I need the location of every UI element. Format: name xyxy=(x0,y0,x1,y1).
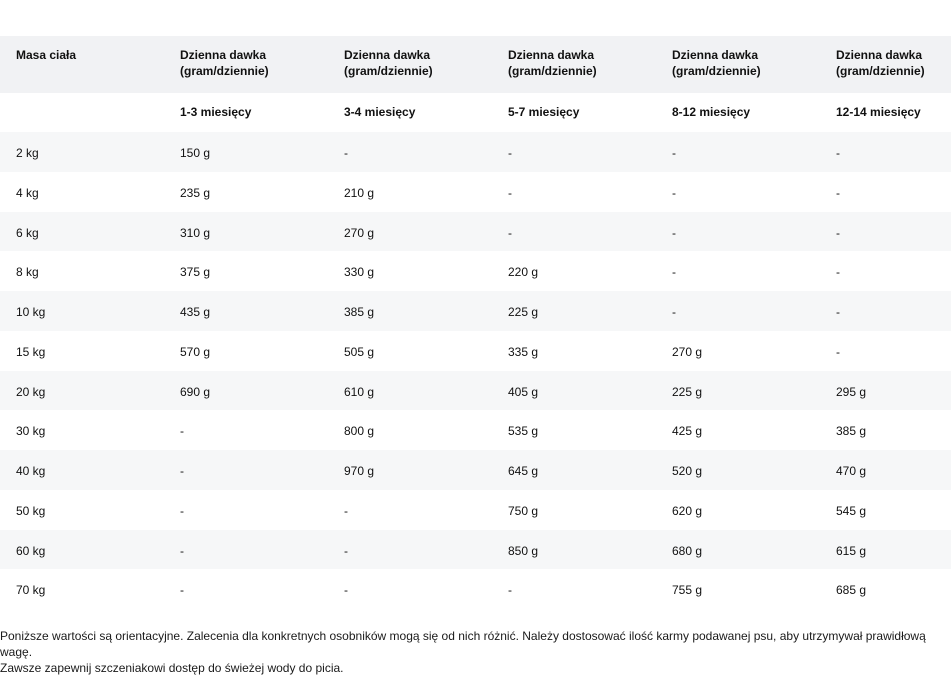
daily-dose-cell: - xyxy=(164,450,328,490)
daily-dose-cell: - xyxy=(492,212,656,252)
header-body-weight: Masa ciała xyxy=(0,36,164,93)
daily-dose-cell: 520 g xyxy=(656,450,820,490)
age-group-1-3: 1-3 miesięcy xyxy=(164,93,328,132)
daily-dose-cell: 310 g xyxy=(164,212,328,252)
daily-dose-cell: 225 g xyxy=(492,291,656,331)
daily-dose-cell: 535 g xyxy=(492,410,656,450)
daily-dose-cell: 620 g xyxy=(656,490,820,530)
daily-dose-cell: - xyxy=(164,410,328,450)
daily-dose-cell: 385 g xyxy=(820,410,951,450)
table-row xyxy=(0,172,951,212)
age-group-row xyxy=(0,93,951,132)
daily-dose-cell: 800 g xyxy=(328,410,492,450)
daily-dose-cell: 750 g xyxy=(492,490,656,530)
notes-section xyxy=(0,628,951,676)
table-row xyxy=(0,490,951,530)
header-daily-dose-label: Dzienna dawka (gram/dziennie) xyxy=(672,48,761,78)
body-weight-cell: 40 kg xyxy=(0,450,164,490)
daily-dose-cell: - xyxy=(820,251,951,291)
table-row xyxy=(0,132,951,172)
daily-dose-cell: - xyxy=(656,251,820,291)
daily-dose-cell: 405 g xyxy=(492,371,656,411)
header-daily-dose-label: Dzienna dawka (gram/dziennie) xyxy=(180,48,269,78)
daily-dose-cell: 680 g xyxy=(656,530,820,570)
table-body xyxy=(0,132,951,609)
daily-dose-cell: 545 g xyxy=(820,490,951,530)
age-group-8-12: 8-12 miesięcy xyxy=(656,93,820,132)
table-row xyxy=(0,291,951,331)
table-row xyxy=(0,569,951,609)
daily-dose-cell: - xyxy=(492,172,656,212)
daily-dose-cell: - xyxy=(164,530,328,570)
body-weight-cell: 20 kg xyxy=(0,371,164,411)
daily-dose-cell: 690 g xyxy=(164,371,328,411)
daily-dose-cell: 385 g xyxy=(328,291,492,331)
header-daily-dose-label: Dzienna dawka (gram/dziennie) xyxy=(344,48,433,78)
daily-dose-cell: - xyxy=(656,212,820,252)
daily-dose-cell: - xyxy=(492,132,656,172)
daily-dose-cell: 295 g xyxy=(820,371,951,411)
daily-dose-cell: - xyxy=(820,291,951,331)
daily-dose-cell: 335 g xyxy=(492,331,656,371)
header-daily-dose-label: Dzienna dawka (gram/dziennie) xyxy=(836,48,925,78)
note-orientative-values: Poniższe wartości są orientacyjne. Zalecenia dla konkretnych osobników mogą się od nich różnić. Należy dostosować ilość karmy podawanej psu, aby utrzymywał prawidłową wagę. xyxy=(0,629,926,659)
table-row xyxy=(0,410,951,450)
daily-dose-cell: - xyxy=(656,132,820,172)
daily-dose-cell: 505 g xyxy=(328,331,492,371)
body-weight-cell: 10 kg xyxy=(0,291,164,331)
daily-dose-cell: 210 g xyxy=(328,172,492,212)
table-row xyxy=(0,331,951,371)
daily-dose-cell: 755 g xyxy=(656,569,820,609)
feeding-table xyxy=(0,36,951,609)
body-weight-cell: 2 kg xyxy=(0,132,164,172)
note-fresh-water: Zawsze zapewnij szczeniakowi dostęp do świeżej wody do picia. xyxy=(0,661,344,675)
header-daily-dose xyxy=(164,36,328,93)
daily-dose-cell: 270 g xyxy=(656,331,820,371)
table-row xyxy=(0,371,951,411)
body-weight-cell: 60 kg xyxy=(0,530,164,570)
age-group-12-14: 12-14 miesięcy xyxy=(820,93,951,132)
header-daily-dose xyxy=(820,36,951,93)
header-daily-dose xyxy=(492,36,656,93)
age-group-empty xyxy=(0,93,164,132)
body-weight-cell: 70 kg xyxy=(0,569,164,609)
body-weight-cell: 50 kg xyxy=(0,490,164,530)
table-row xyxy=(0,530,951,570)
daily-dose-cell: 570 g xyxy=(164,331,328,371)
daily-dose-cell: - xyxy=(328,490,492,530)
daily-dose-cell: - xyxy=(328,132,492,172)
daily-dose-cell: - xyxy=(328,569,492,609)
daily-dose-cell: 330 g xyxy=(328,251,492,291)
table-row xyxy=(0,251,951,291)
daily-dose-cell: 235 g xyxy=(164,172,328,212)
daily-dose-cell: - xyxy=(820,331,951,371)
daily-dose-cell: 220 g xyxy=(492,251,656,291)
table-row xyxy=(0,450,951,490)
daily-dose-cell: 435 g xyxy=(164,291,328,331)
daily-dose-cell: 645 g xyxy=(492,450,656,490)
header-daily-dose xyxy=(656,36,820,93)
daily-dose-cell: - xyxy=(164,490,328,530)
daily-dose-cell: 225 g xyxy=(656,371,820,411)
daily-dose-cell: 425 g xyxy=(656,410,820,450)
body-weight-cell: 6 kg xyxy=(0,212,164,252)
daily-dose-cell: 850 g xyxy=(492,530,656,570)
body-weight-cell: 8 kg xyxy=(0,251,164,291)
daily-dose-cell: 685 g xyxy=(820,569,951,609)
daily-dose-cell: 610 g xyxy=(328,371,492,411)
daily-dose-cell: 270 g xyxy=(328,212,492,252)
table-row xyxy=(0,212,951,252)
daily-dose-cell: 150 g xyxy=(164,132,328,172)
table-header-row xyxy=(0,36,951,93)
age-group-5-7: 5-7 miesięcy xyxy=(492,93,656,132)
daily-dose-cell: 970 g xyxy=(328,450,492,490)
daily-dose-cell: - xyxy=(656,291,820,331)
header-daily-dose-label: Dzienna dawka (gram/dziennie) xyxy=(508,48,597,78)
header-daily-dose xyxy=(328,36,492,93)
daily-dose-cell: - xyxy=(492,569,656,609)
daily-dose-cell: 470 g xyxy=(820,450,951,490)
daily-dose-cell: - xyxy=(820,212,951,252)
daily-dose-cell: 375 g xyxy=(164,251,328,291)
age-group-3-4: 3-4 miesięcy xyxy=(328,93,492,132)
daily-dose-cell: - xyxy=(820,172,951,212)
body-weight-cell: 4 kg xyxy=(0,172,164,212)
body-weight-cell: 30 kg xyxy=(0,410,164,450)
daily-dose-cell: - xyxy=(656,172,820,212)
body-weight-cell: 15 kg xyxy=(0,331,164,371)
daily-dose-cell: 615 g xyxy=(820,530,951,570)
daily-dose-cell: - xyxy=(164,569,328,609)
daily-dose-cell: - xyxy=(328,530,492,570)
feeding-table-container xyxy=(0,36,951,609)
daily-dose-cell: - xyxy=(820,132,951,172)
